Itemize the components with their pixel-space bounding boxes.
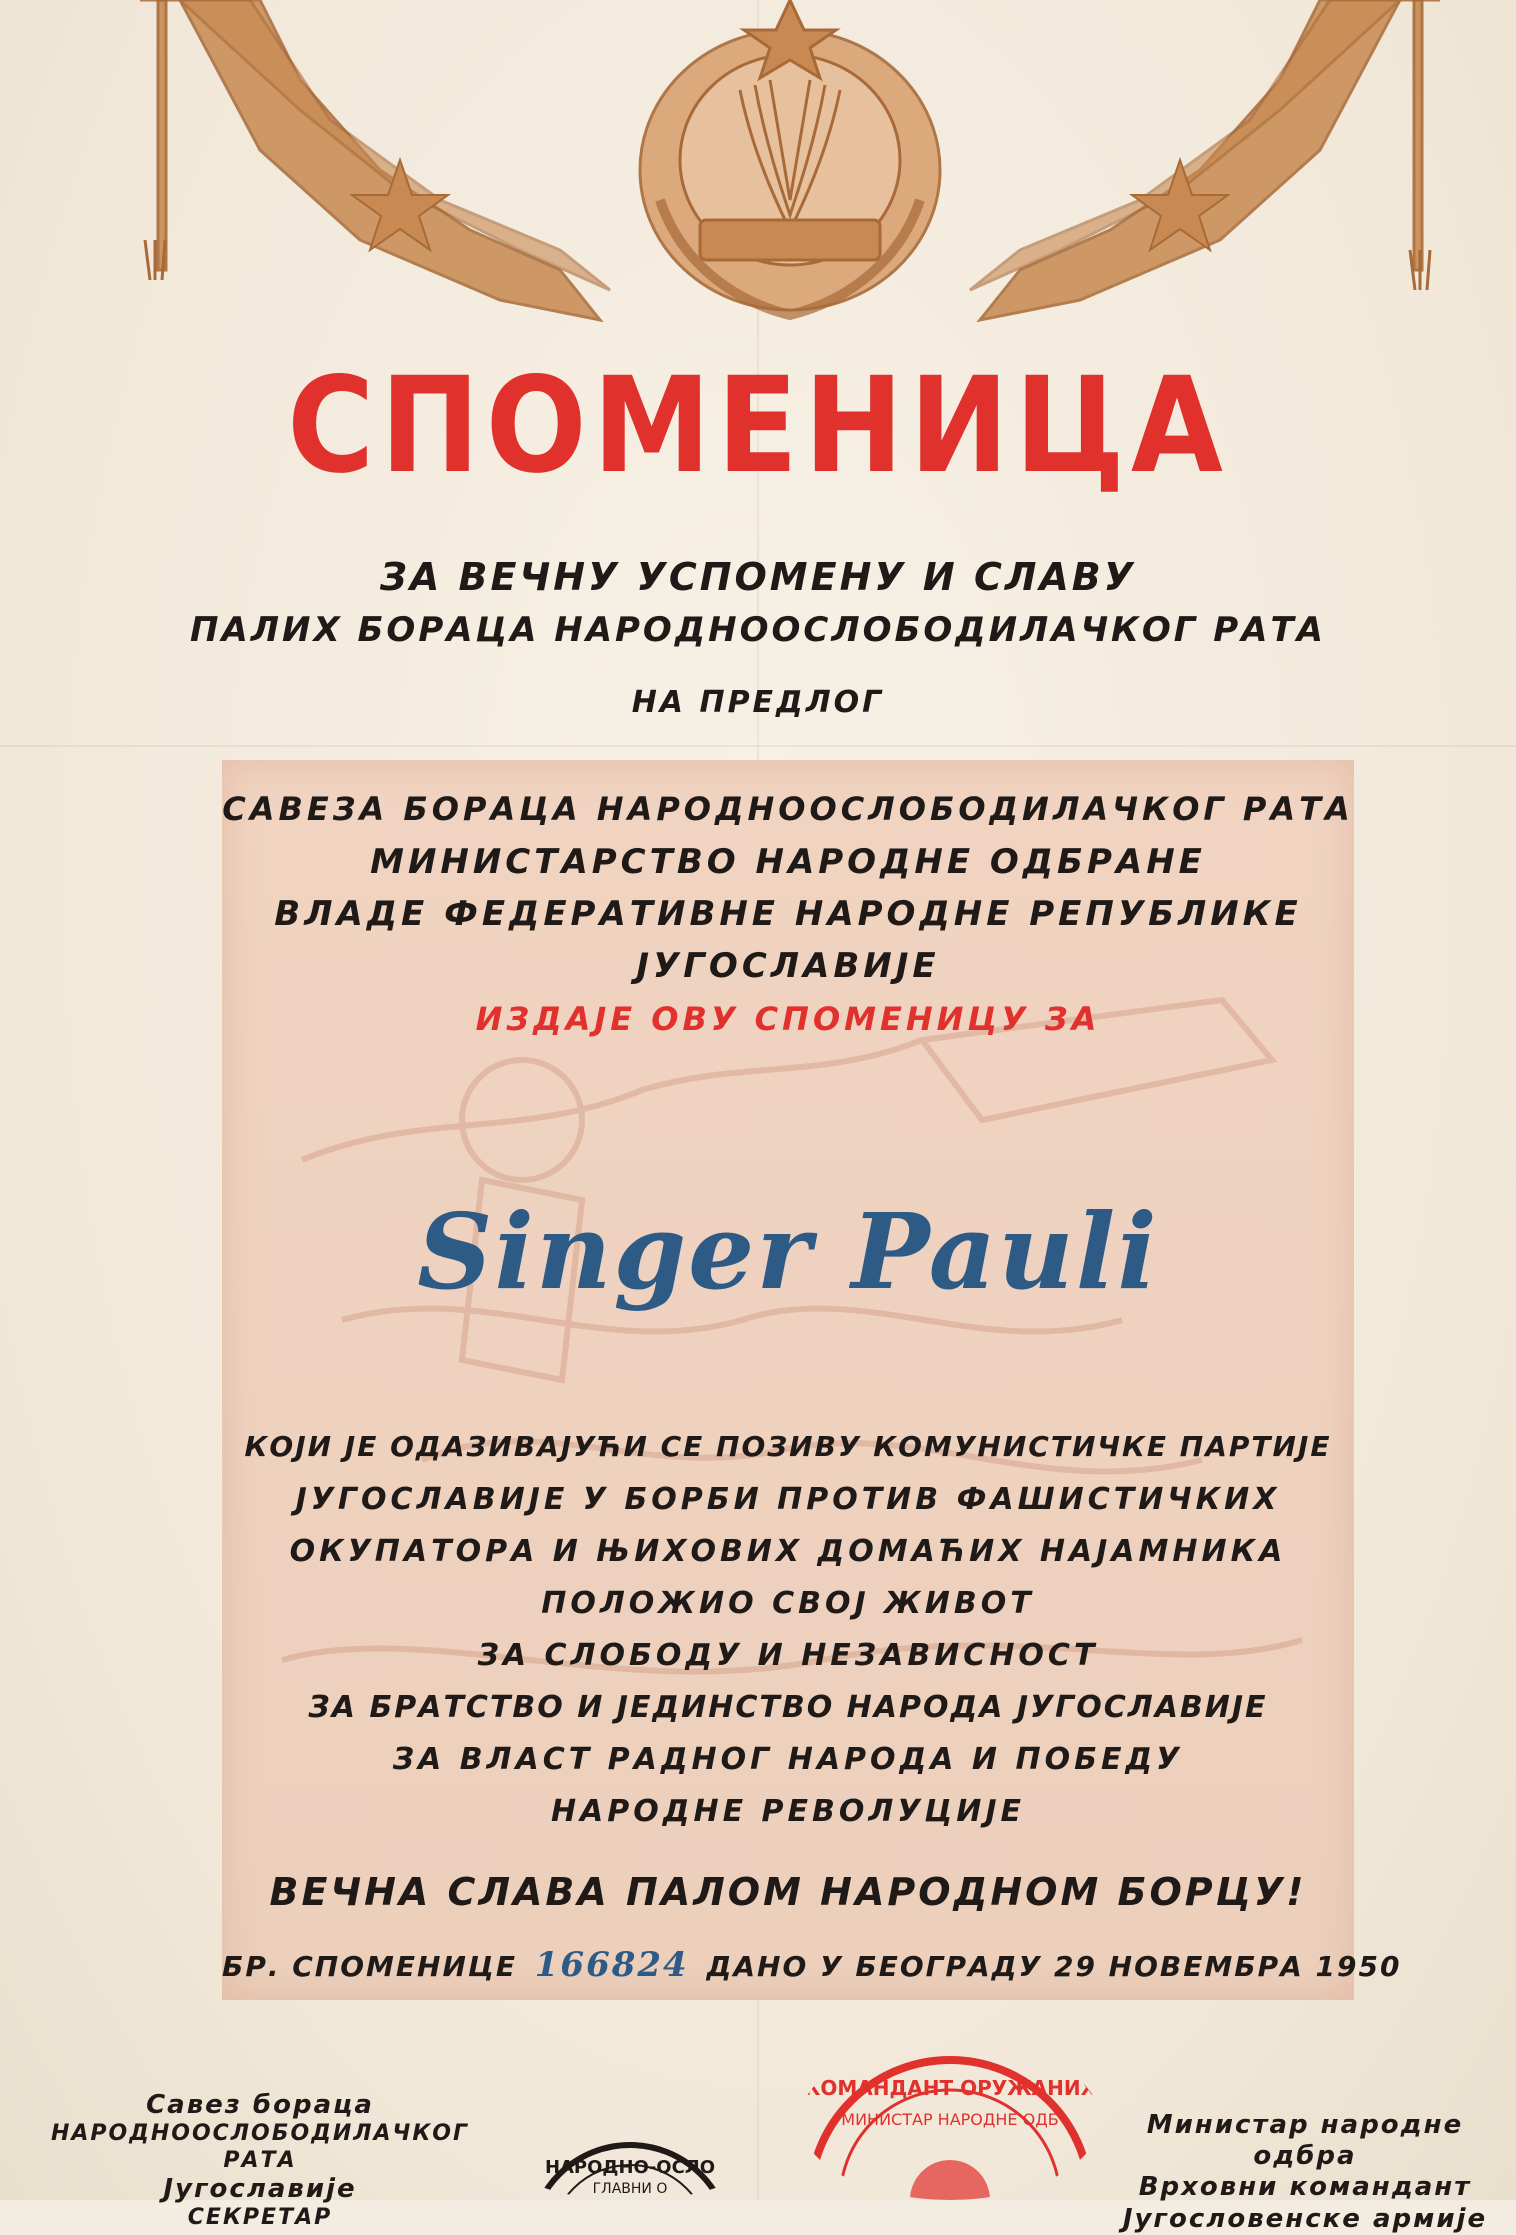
recipient-name: Singer Pauli: [417, 1190, 1159, 1313]
subtitle-line-1: ЗА ВЕЧНУ УСПОМЕНУ И СЛАВУ: [379, 555, 1137, 599]
signature-left-line-4: СЕКРЕТАР: [187, 2205, 333, 2231]
issuer-line-3: ВЛАДЕ ФЕДЕРАТИВНЕ НАРОДНЕ РЕПУБЛИКЕ: [274, 894, 1302, 934]
signature-block-left: [20, 2090, 500, 2232]
signature-right-line-1: Министар народне одбра: [1146, 2110, 1464, 2172]
issuer-line-5: ИЗДАЈЕ ОВУ СПОМЕНИЦУ ЗА: [475, 1000, 1101, 1038]
body-line-5: ЗА СЛОБОДУ И НЕЗАВИСНОСТ: [477, 1638, 1099, 1673]
signature-right-line-3: Југословенске армије: [1122, 2203, 1488, 2234]
body-line-1: КОЈИ ЈЕ ОДАЗИВАЈУЋИ СЕ ПОЗИВУ КОМУНИСТИЧКЕ ПАРТИЈЕ: [244, 1430, 1332, 1463]
signature-right-line-2: Врховни командант: [1138, 2172, 1472, 2203]
serial-number: 166824: [534, 1945, 689, 1985]
body-line-6: ЗА БРАТСТВО И ЈЕДИНСТВО НАРОДА ЈУГОСЛАВИЈЕ: [308, 1690, 1268, 1725]
issuer-line-1: САВЕЗА БОРАЦА НАРОДНООСЛОБОДИЛАЧКОГ РАТА: [222, 790, 1354, 828]
signature-block-right: [1100, 2110, 1510, 2235]
right-seal-text: КОМАНДАНТ ОРУЖАНИХ: [803, 2076, 1097, 2100]
body-line-8: НАРОДНЕ РЕВОЛУЦИЈЕ: [550, 1794, 1026, 1829]
left-seal-sub: ГЛАВНИ О: [592, 2181, 668, 2197]
left-seal-text: НАРОДНО-ОСЛО: [544, 2157, 716, 2178]
black-seal-stamp: [520, 2135, 740, 2200]
body-line-2: ЈУГОСЛАВИЈЕ У БОРБИ ПРОТИВ ФАШИСТИЧКИХ: [295, 1482, 1281, 1517]
body-line-3: ОКУПАТОРА И ЊИХОВИХ ДОМАЋИХ НАЈАМНИКА: [289, 1534, 1287, 1569]
subtitle-line-2: ПАЛИХ БОРАЦА НАРОДНООСЛОБОДИЛАЧКОГ РАТА: [189, 610, 1326, 650]
yugoslav-emblem-with-flags: [140, 0, 1440, 330]
red-seal-stamp: [800, 2040, 1100, 2200]
issuer-line-4: ЈУГОСЛАВИЈЕ: [636, 946, 940, 986]
issue-date-text: ДАНО У БЕОГРАДУ 29 НОВЕМБРА 1950: [706, 1950, 1402, 1983]
signature-left-line-2: НАРОДНООСЛОБОДИЛАЧКОГ РАТА: [50, 2121, 470, 2173]
serial-label: БР. СПОМЕНИЦЕ: [222, 1950, 517, 1983]
serial-row: [222, 1945, 1402, 1985]
body-line-7: ЗА ВЛАСТ РАДНОГ НАРОДА И ПОБЕДУ: [392, 1742, 1184, 1777]
right-seal-sub: МИНИСТАР НАРОДНЕ ОДБ: [841, 2110, 1059, 2129]
certificate-title: СПОМЕНИЦА: [287, 349, 1229, 503]
signature-left-line-3: Југославије: [163, 2173, 357, 2204]
closing-line: ВЕЧНА СЛАВА ПАЛОМ НАРОДНОМ БОРЦУ!: [269, 1870, 1307, 1914]
issuer-line-2: МИНИСТАРСТВО НАРОДНЕ ОДБРАНЕ: [370, 842, 1206, 882]
signature-left-line-1: Савез бораца: [146, 2090, 374, 2120]
subtitle-line-3: НА ПРЕДЛОГ: [631, 685, 885, 720]
inscription-panel: [222, 760, 1402, 2000]
body-line-4: ПОЛОЖИО СВОЈ ЖИВОТ: [541, 1586, 1035, 1621]
